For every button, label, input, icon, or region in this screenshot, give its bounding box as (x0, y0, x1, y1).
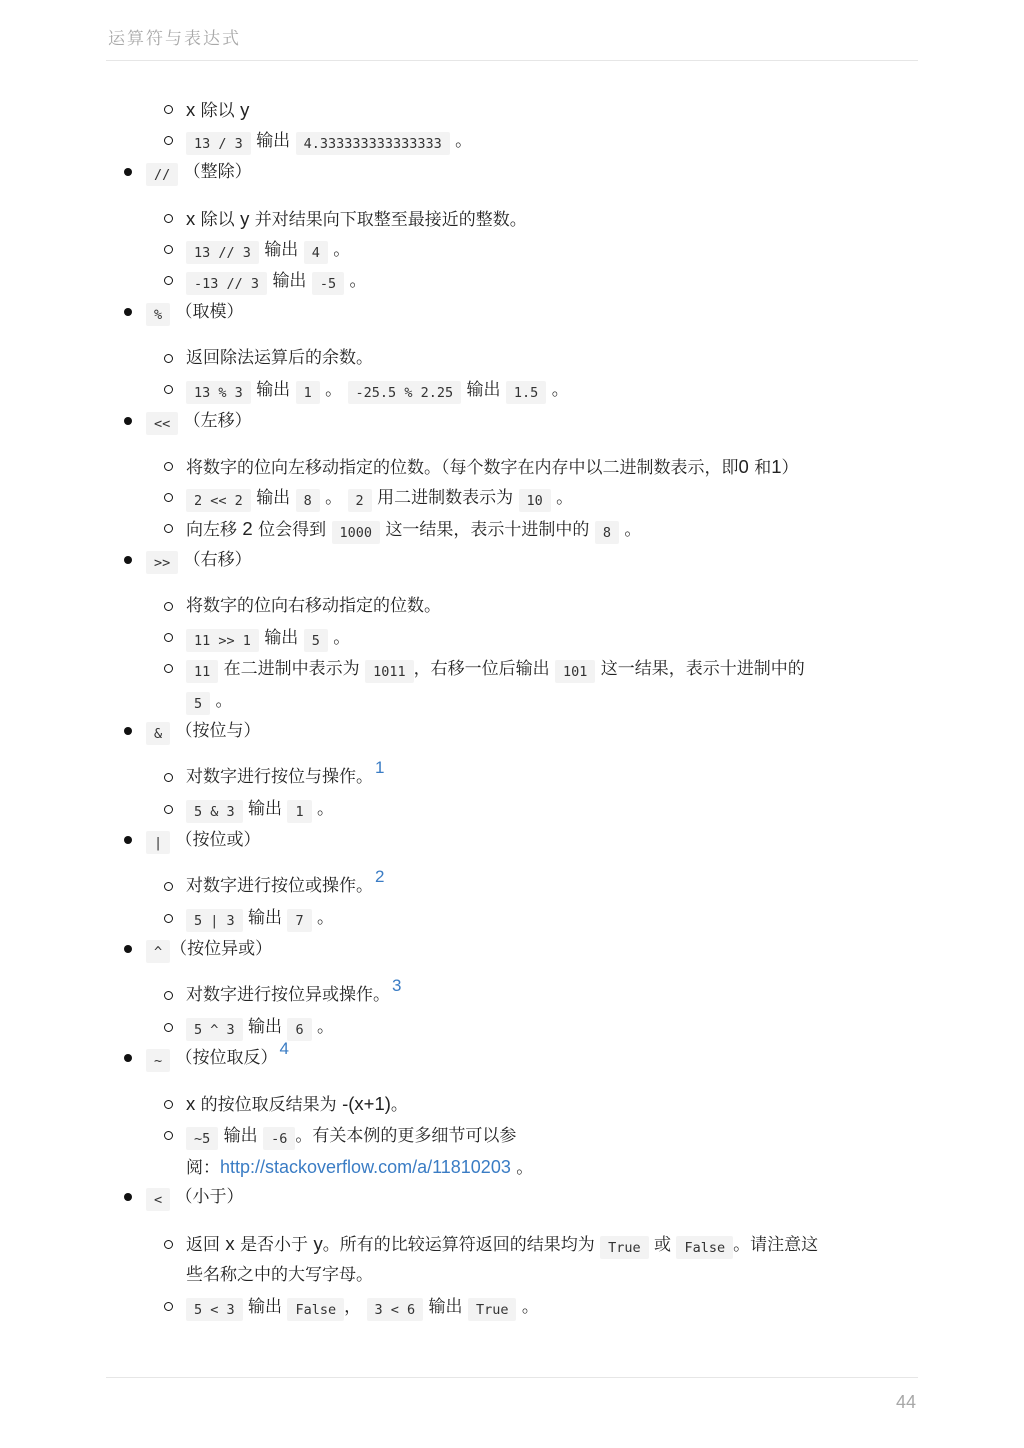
stackoverflow-link[interactable]: http://stackoverflow.com/a/11810203 (220, 1157, 511, 1177)
text: ，右移一位后输出 (413, 659, 550, 679)
bullet (124, 417, 132, 425)
list-item (186, 517, 641, 543)
text: 输出 (223, 1126, 258, 1146)
text: 阅： (186, 1158, 220, 1178)
list-item (186, 378, 569, 403)
text: ， (344, 1297, 362, 1317)
operator-heading (146, 828, 261, 853)
sub-bullet (164, 462, 173, 471)
footnote-ref[interactable]: 2 (375, 867, 385, 886)
operator-code: % (146, 303, 170, 326)
operator-code: ^ (146, 940, 170, 963)
list-item (186, 98, 249, 123)
operator-code: << (146, 412, 178, 435)
list-item (186, 129, 472, 154)
text: 在二进制中表示为 (223, 659, 360, 679)
text: 。 (455, 131, 473, 151)
list-item: 返回除法运算后的余数。 (186, 348, 373, 368)
bullet (124, 836, 132, 844)
operator-heading (146, 300, 244, 325)
var-x: x (225, 1233, 235, 1254)
sub-bullet (164, 245, 173, 254)
inline-code: 4.333333333333333 (296, 132, 450, 155)
text: 返回 (186, 1235, 220, 1255)
text: 。 (516, 1158, 534, 1178)
text: 。 (551, 380, 569, 400)
footer-divider (106, 1377, 918, 1378)
inline-code: 7 (287, 909, 311, 932)
inline-code: 1000 (332, 521, 381, 544)
sub-bullet (164, 664, 173, 673)
text: 输出 (256, 380, 291, 400)
list-item (186, 207, 527, 232)
text: 。有关本例的更多细节可以参 (295, 1126, 517, 1146)
sub-bullet (164, 914, 173, 923)
list-item (186, 1015, 334, 1040)
text: 位会得到 (258, 520, 327, 540)
text: 输出 (248, 799, 283, 819)
text: 除以 (200, 101, 235, 121)
list-item (186, 1295, 539, 1320)
operator-label: （小于） (175, 1187, 244, 1207)
text: 。 (317, 1017, 334, 1037)
list-item (186, 1124, 516, 1149)
text: 。所有的比较运算符返回的结果均为 (322, 1235, 595, 1255)
text: 的按位取反结果为 (200, 1095, 337, 1115)
page-number: 44 (895, 1392, 916, 1412)
inline-code: -25.5 % 2.25 (348, 381, 462, 404)
operator-code: & (146, 722, 170, 745)
text: 用二进制数表示为 (377, 488, 514, 508)
bullet (124, 556, 132, 564)
text: 。 (317, 908, 334, 928)
bullet (124, 1193, 132, 1201)
footnote-ref[interactable]: 4 (279, 1039, 290, 1058)
operator-code: >> (146, 551, 178, 574)
operator-heading (146, 1039, 290, 1071)
inline-code: 1.5 (506, 381, 546, 404)
footnote-ref[interactable]: 3 (392, 976, 402, 995)
sub-bullet (164, 214, 173, 223)
inline-code: False (676, 1236, 733, 1259)
inline-code: 5 (186, 692, 210, 715)
var-y: y (240, 99, 250, 120)
inline-code: 8 (595, 521, 619, 544)
var-x: x (186, 1093, 196, 1114)
list-item (186, 626, 350, 651)
inline-code: 1 (296, 381, 320, 404)
sub-bullet (164, 1023, 173, 1032)
text: 。 (521, 1297, 539, 1317)
text: 。 (349, 271, 367, 291)
text: 除以 (200, 210, 235, 230)
text: 输出 (264, 628, 299, 648)
operator-code: < (146, 1188, 170, 1211)
text: 。 (624, 520, 642, 540)
sub-bullet (164, 385, 173, 394)
list-item (186, 269, 367, 294)
text: 。 (325, 488, 343, 508)
expression: -(x+1) (342, 1093, 391, 1114)
var-x: x (186, 208, 196, 229)
inline-code: 13 // 3 (186, 241, 259, 264)
operator-code: ~ (146, 1049, 170, 1072)
sub-bullet (164, 136, 173, 145)
list-item (186, 1232, 818, 1258)
text: 对数字进行按位异或操作。 (186, 985, 390, 1005)
inline-code: -13 // 3 (186, 272, 267, 295)
sub-bullet (164, 602, 173, 611)
sub-bullet (164, 633, 173, 642)
operator-label: （按位异或） (170, 939, 273, 959)
sub-bullet (164, 524, 173, 533)
inline-code: 1 (287, 800, 311, 823)
text: 。 (390, 1095, 408, 1115)
list-item (186, 758, 385, 789)
text: 。 (333, 240, 351, 260)
inline-code: False (287, 1298, 344, 1321)
operator-label: （整除） (183, 162, 252, 182)
list-item (186, 1092, 408, 1117)
list-item-continuation (186, 689, 233, 714)
text: 并对结果向下取整至最接近的整数。 (254, 210, 527, 230)
text: ） (781, 458, 799, 478)
inline-code: 4 (304, 241, 328, 264)
text: 输出 (248, 1017, 283, 1037)
bullet (124, 727, 132, 735)
inline-code: 10 (519, 489, 551, 512)
inline-code: 6 (287, 1018, 311, 1041)
text: 向左移 (186, 520, 237, 540)
inline-code: 2 (348, 489, 372, 512)
inline-code: True (468, 1298, 517, 1321)
inline-code: 5 | 3 (186, 909, 243, 932)
inline-code: 3 < 6 (367, 1298, 424, 1321)
text: 。 (556, 488, 574, 508)
operator-label: （右移） (183, 550, 252, 570)
operator-code: | (146, 831, 170, 854)
var-x: x (186, 99, 196, 120)
operator-heading (146, 937, 272, 962)
text: 输出 (428, 1297, 463, 1317)
text: 对数字进行按位或操作。 (186, 876, 373, 896)
text: 将数字的位向左移动指定的位数。（每个数字在内存中以二进制数表示，即 (186, 458, 739, 478)
sub-bullet (164, 276, 173, 285)
sub-bullet (164, 991, 173, 1000)
operator-label: （左移） (183, 411, 252, 431)
list-item (186, 976, 402, 1007)
text: 。 (333, 628, 351, 648)
operator-label: （按位或） (175, 830, 261, 850)
inline-code: 11 >> 1 (186, 629, 259, 652)
list-item (186, 797, 334, 822)
inline-code: 5 < 3 (186, 1298, 243, 1321)
inline-code: True (600, 1236, 649, 1259)
text: 。 (317, 799, 334, 819)
list-item-continuation: 些名称之中的大写字母。 (186, 1265, 373, 1285)
footnote-ref[interactable]: 1 (375, 758, 385, 777)
sub-bullet (164, 105, 173, 114)
inline-code: -5 (312, 272, 344, 295)
inline-code: ~5 (186, 1127, 218, 1150)
inline-code: 8 (296, 489, 320, 512)
inline-code: 5 (304, 629, 328, 652)
sub-bullet (164, 805, 173, 814)
operator-heading (146, 1185, 244, 1210)
text: 输出 (256, 131, 291, 151)
text: 输出 (272, 271, 307, 291)
digit: 2 (242, 518, 253, 539)
inline-code: 5 & 3 (186, 800, 243, 823)
digit: 0 (738, 456, 749, 477)
text: 或 (654, 1235, 672, 1255)
var-y: y (313, 1233, 323, 1254)
text: 输出 (248, 908, 283, 928)
sub-bullet (164, 1131, 173, 1140)
operator-label: （取模） (175, 302, 244, 322)
list-item (186, 238, 350, 263)
inline-code: 101 (555, 660, 595, 683)
text: 输出 (264, 240, 299, 260)
list-item (186, 486, 573, 511)
sub-bullet (164, 1100, 173, 1109)
operator-heading (146, 548, 252, 573)
operator-heading (146, 160, 252, 185)
sub-bullet (164, 354, 173, 363)
text: 和 (754, 458, 772, 478)
inline-code: 11 (186, 660, 218, 683)
operator-label: （按位取反） (175, 1048, 278, 1068)
text: 对数字进行按位与操作。 (186, 767, 373, 787)
text: 。请注意这 (733, 1235, 819, 1255)
text: 输出 (256, 488, 291, 508)
list-item-continuation (186, 1155, 533, 1180)
list-item (186, 657, 805, 682)
inline-code: 13 / 3 (186, 132, 251, 155)
bullet (124, 308, 132, 316)
inline-code: 2 << 2 (186, 489, 251, 512)
list-item (186, 867, 385, 898)
running-header: 运算符与表达式 (108, 29, 241, 49)
text: 输出 (466, 380, 501, 400)
bullet (124, 945, 132, 953)
operator-label: （按位与） (175, 721, 261, 741)
list-item: 将数字的位向右移动指定的位数。 (186, 596, 441, 616)
sub-bullet (164, 882, 173, 891)
inline-code: 13 % 3 (186, 381, 251, 404)
operator-heading (146, 719, 261, 744)
operator-code: // (146, 163, 178, 186)
list-item (186, 906, 334, 931)
text: 。 (325, 380, 343, 400)
text: 这一结果，表示十进制中的 (600, 659, 805, 679)
digit: 1 (771, 456, 782, 477)
bullet (124, 168, 132, 176)
text: 这一结果，表示十进制中的 (385, 520, 590, 540)
bullet (124, 1054, 132, 1062)
sub-bullet (164, 493, 173, 502)
text: 。 (215, 691, 233, 711)
text: 是否小于 (240, 1235, 309, 1255)
inline-code: 1011 (365, 660, 414, 683)
sub-bullet (164, 1240, 173, 1249)
sub-bullet (164, 1302, 173, 1311)
sub-bullet (164, 773, 173, 782)
inline-code: 5 ^ 3 (186, 1018, 243, 1041)
inline-code: -6 (263, 1127, 295, 1150)
operator-heading (146, 409, 252, 434)
var-y: y (240, 208, 250, 229)
text: 输出 (248, 1297, 283, 1317)
list-item (186, 455, 799, 480)
